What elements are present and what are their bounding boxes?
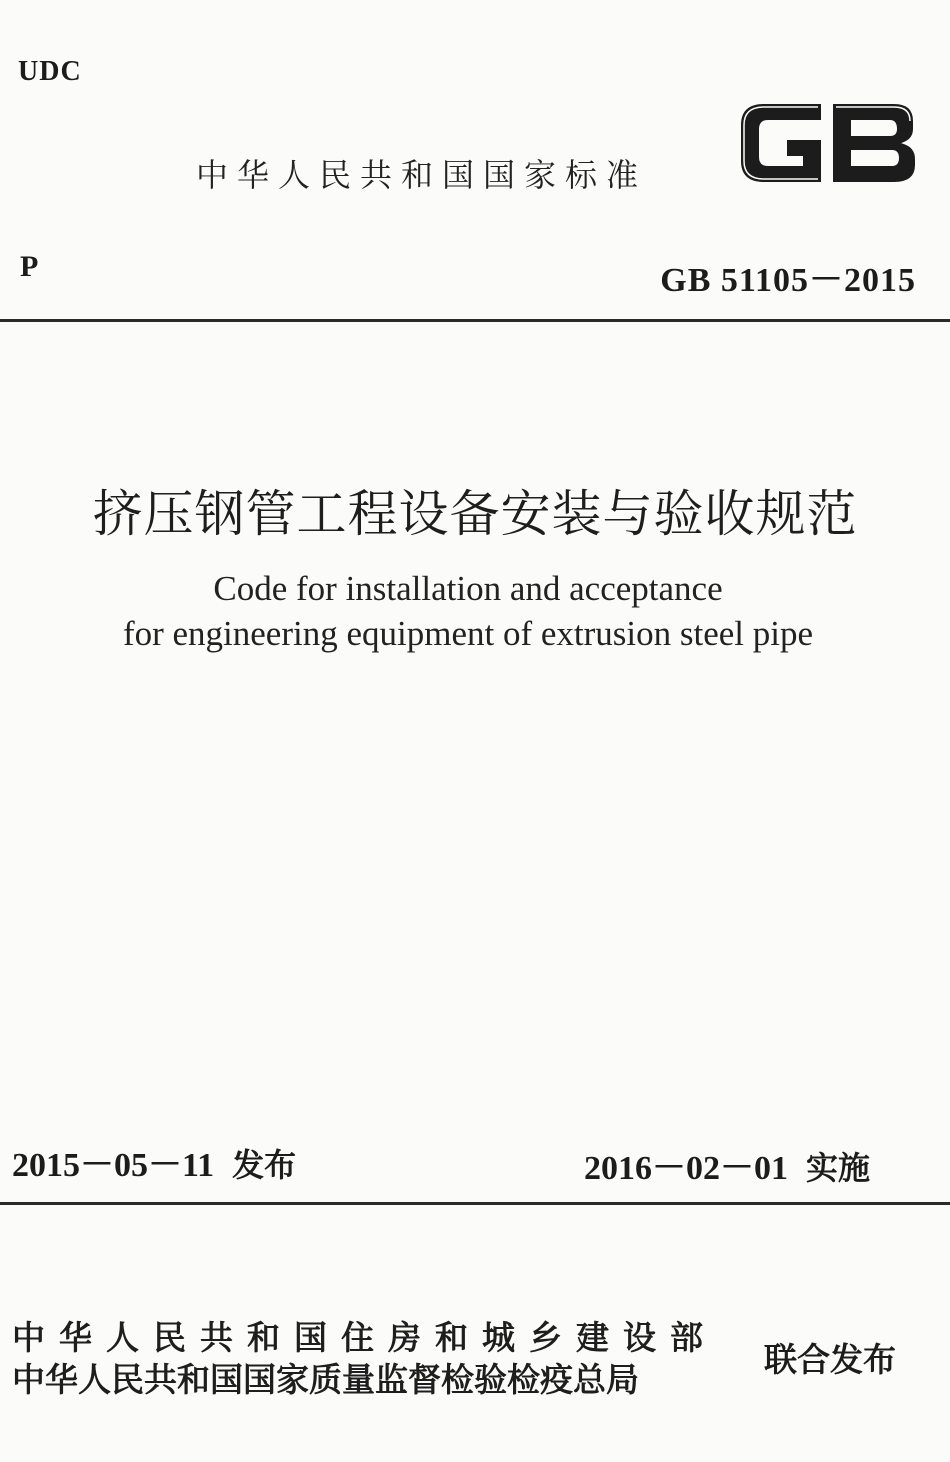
standard-series-title: 中华人民共和国国家标准 [196, 156, 648, 194]
implementation-date-block [584, 1140, 870, 1189]
title-english-line-2: for engineering equipment of extrusion steel pipe [122, 614, 814, 653]
title-english [0, 566, 936, 656]
category-code: P [20, 250, 39, 283]
title-chinese: 挤压钢管工程设备安装与验收规范 [92, 485, 858, 543]
implementation-date: 2016－02－01 [584, 1150, 788, 1187]
footer-divider [0, 1202, 950, 1205]
udc-label: UDC [18, 56, 82, 87]
issue-date: 2015－05－11 [12, 1147, 215, 1184]
implementation-label: 实施 [806, 1149, 871, 1187]
standard-number: GB 51105－2015 [660, 262, 916, 299]
header-divider [0, 319, 950, 322]
issue-date-block [12, 1137, 296, 1186]
title-english-line-1: Code for installation and acceptance [213, 569, 723, 608]
publisher-quality-supervision: 中华人民共和国国家质量监督检验检疫总局 [12, 1360, 639, 1399]
publisher-ministry-housing: 中华人民共和国住房和城乡建设部 [12, 1318, 717, 1357]
gb-logo-icon [734, 95, 920, 191]
issue-label: 发布 [232, 1146, 297, 1184]
joint-release-label: 联合发布 [764, 1340, 896, 1379]
